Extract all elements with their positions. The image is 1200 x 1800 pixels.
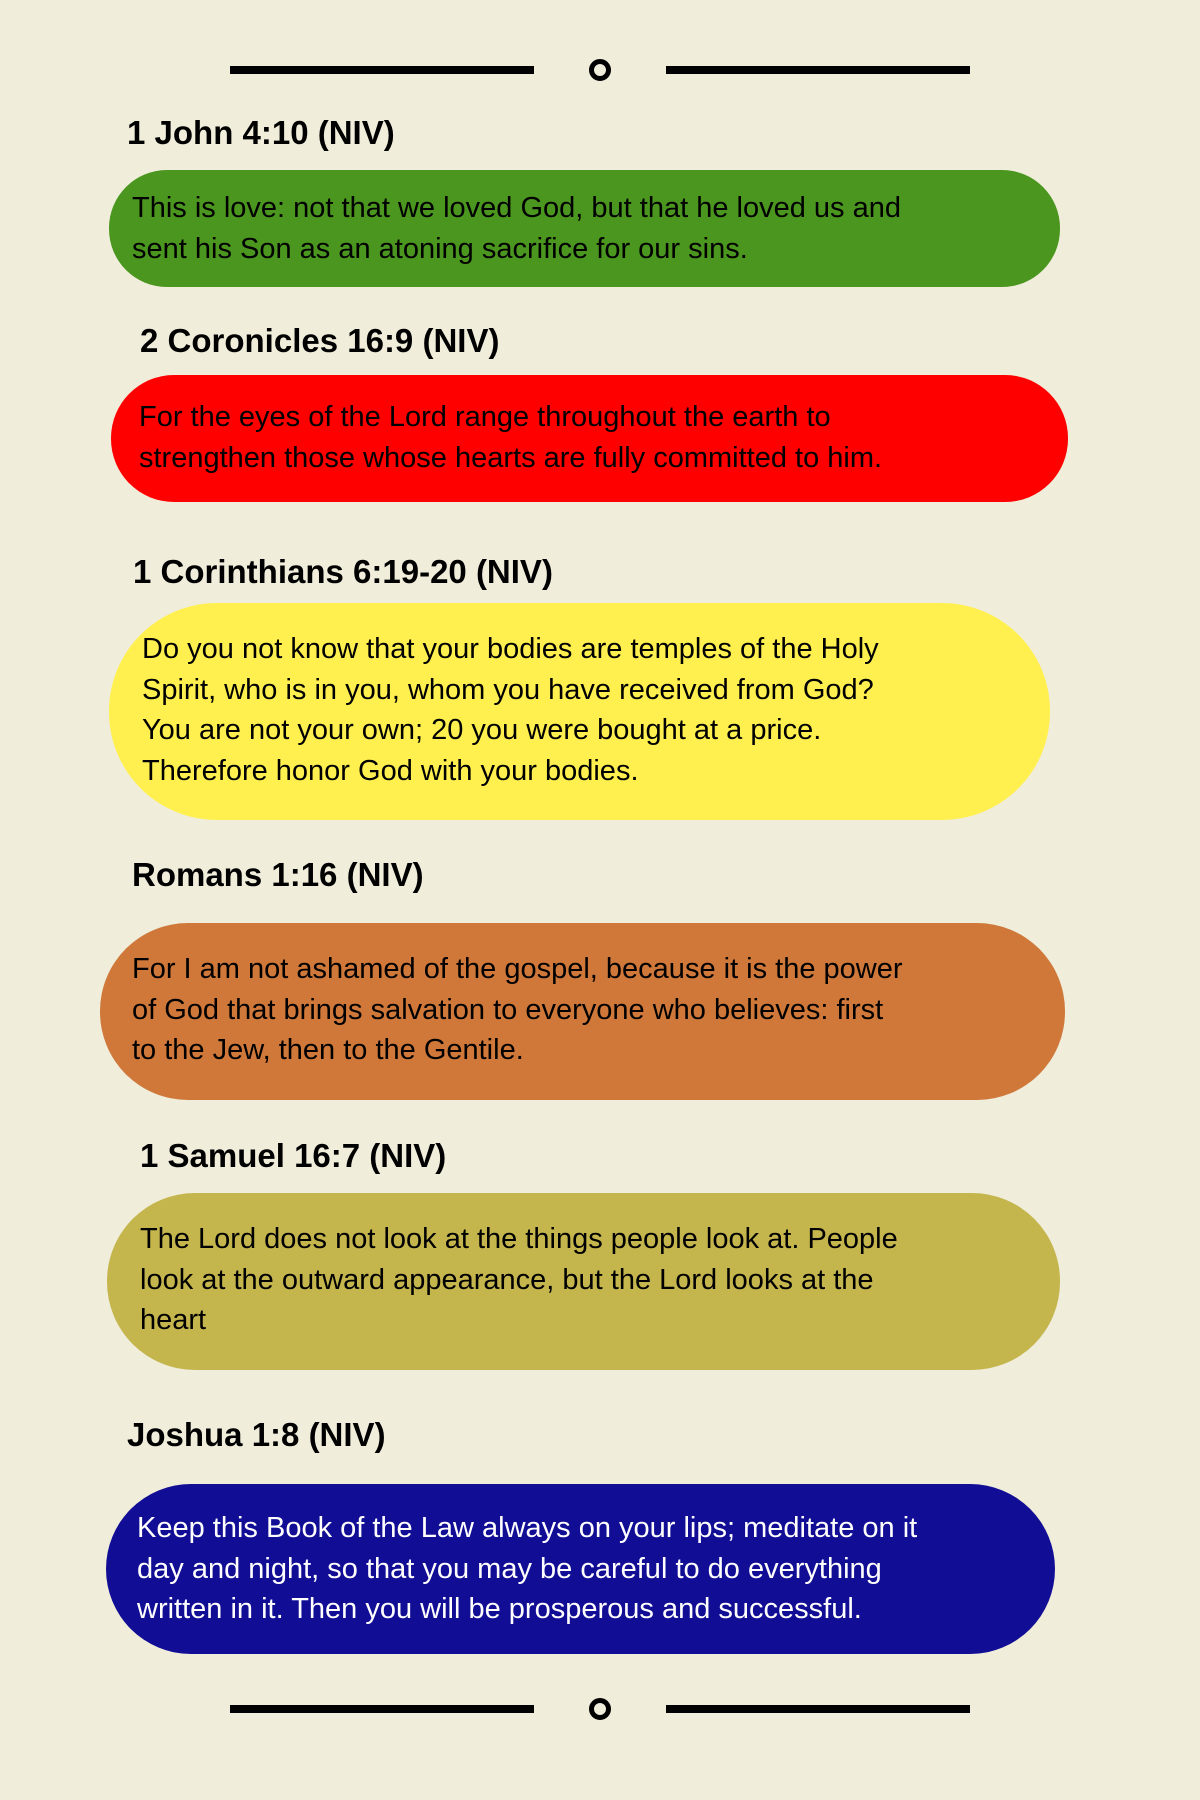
verse-line: Keep this Book of the Law always on your lips; meditate on it <box>137 1512 918 1544</box>
verse-line: You are not your own; 20 you were bought at a price. <box>142 714 822 746</box>
verse-line: Spirit, who is in you, whom you have received from God? <box>142 673 874 706</box>
verse-line: day and night, so that you may be careful to do everything <box>137 1552 882 1585</box>
verse-text <box>132 188 901 269</box>
verse-line: heart <box>140 1304 207 1336</box>
verse-reference: Romans 1:16 (NIV) <box>132 856 424 893</box>
divider-line-left <box>230 1705 534 1713</box>
divider-dot-icon <box>589 59 611 81</box>
verse-text <box>139 397 882 478</box>
verse-line: This is love: not that we loved God, but that he loved us and <box>132 192 901 224</box>
verse-text <box>132 949 903 1071</box>
verse-line: Therefore honor God with your bodies. <box>142 754 639 787</box>
verse-text <box>142 629 879 791</box>
verse-reference: 1 Samuel 16:7 (NIV) <box>140 1137 447 1174</box>
verse-line: The Lord does not look at the things people look at. People <box>140 1223 898 1255</box>
verse-reference: 1 Corinthians 6:19-20 (NIV) <box>133 553 553 590</box>
verse-line: For the eyes of the Lord range throughout the earth to <box>139 401 831 433</box>
verse-reference: Joshua 1:8 (NIV) <box>127 1416 386 1453</box>
divider-line-right <box>666 1705 970 1713</box>
verse-line: strengthen those whose hearts are fully committed to him. <box>139 441 883 474</box>
divider-line-left <box>230 66 534 74</box>
verse-line: For I am not ashamed of the gospel, because it is the power <box>132 953 903 985</box>
verse-line: sent his Son as an atoning sacrifice for our sins. <box>132 232 748 265</box>
verse-text <box>140 1219 898 1341</box>
verse-line: look at the outward appearance, but the Lord looks at the <box>140 1263 874 1296</box>
verse-line: written in it. Then you will be prosperous and successful. <box>137 1593 862 1625</box>
divider-line-right <box>666 66 970 74</box>
verse-line: of God that brings salvation to everyone who believes: first <box>132 993 884 1026</box>
divider-dot-icon <box>589 1698 611 1720</box>
verse-line: Do you not know that your bodies are temples of the Holy <box>142 633 879 665</box>
verse-reference: 2 Coronicles 16:9 (NIV) <box>140 322 500 359</box>
verse-reference: 1 John 4:10 (NIV) <box>127 114 395 151</box>
verse-line: to the Jew, then to the Gentile. <box>132 1034 524 1066</box>
verse-text <box>137 1508 917 1630</box>
